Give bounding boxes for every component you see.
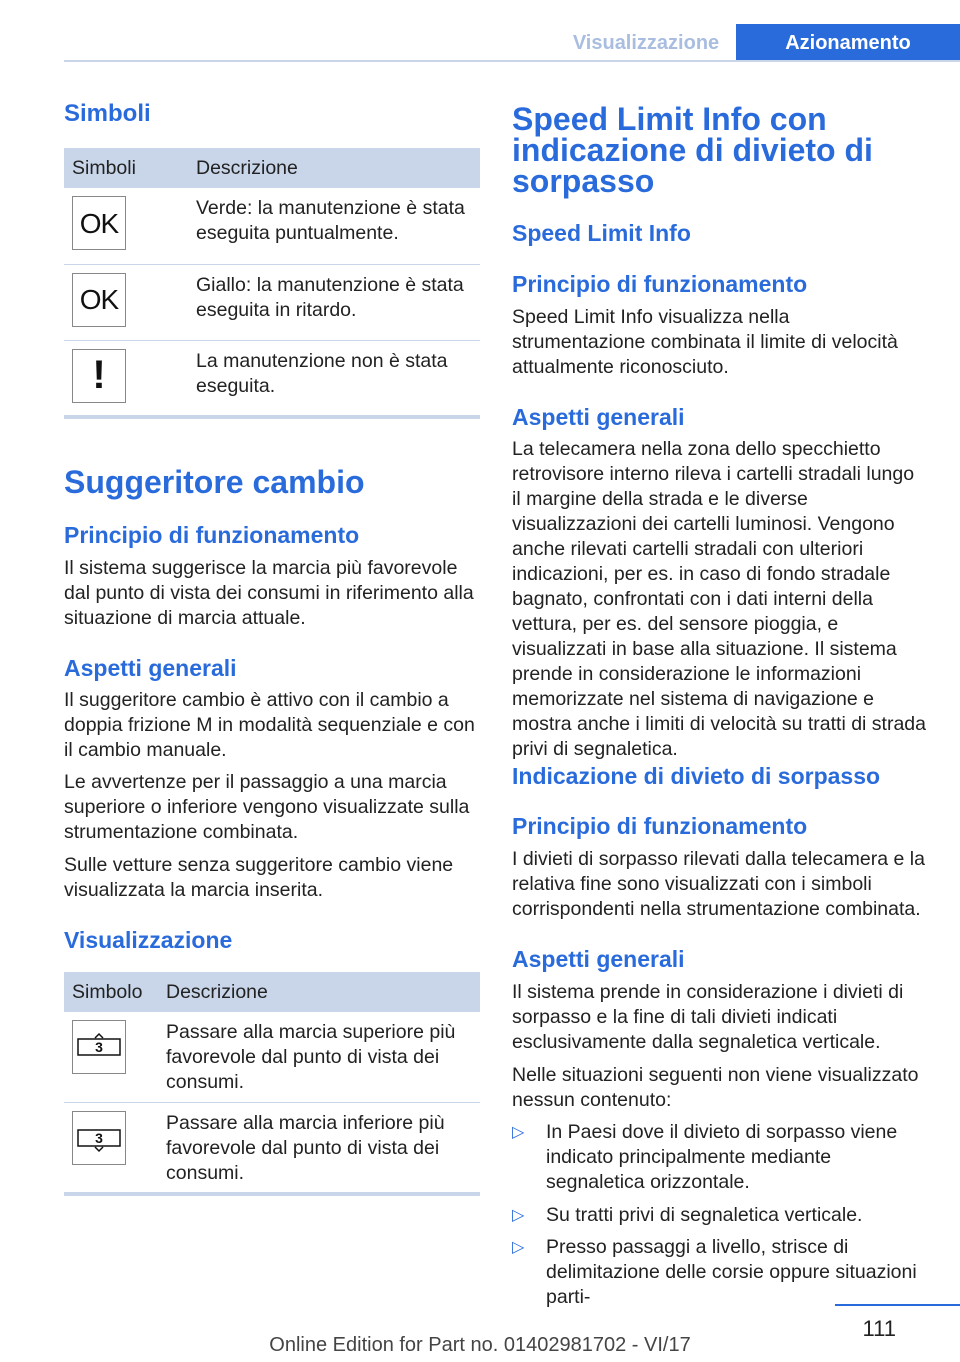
row-description: Passare alla marcia inferiore più favorevole dal punto di vista dei consumi.: [166, 1111, 445, 1184]
section-title-suggeritore: Suggeritore cambio: [64, 464, 365, 500]
triangle-bullet-icon: ▷: [512, 1124, 525, 1141]
paragraph-aspetti-2: Le avvertenze per il passaggio a una marcia superiore o inferiore vengono visualizzate sulla strumentazione combinata.: [64, 771, 470, 843]
table-row: [64, 188, 480, 264]
ok-yellow-icon: OK: [72, 273, 126, 327]
symbols-table: [64, 148, 480, 416]
list-item: [512, 1235, 928, 1310]
row-description: Passare alla marcia superiore più favorevole dal punto di vista dei consumi.: [158, 1012, 480, 1102]
paragraph-aspetti-2b: Nelle situazioni seguenti non viene visualizzato nessun contenuto:: [512, 1064, 919, 1111]
table-row: [64, 1012, 480, 1102]
paragraph-principio-2: I divieti di sorpasso rilevati dalla telecamera e la relativa fine sono visualizzati con i simboli corrispondenti nella strumentazione combinata.: [512, 848, 925, 920]
paragraph-principio: Il sistema suggerisce la marcia più favorevole dal punto di vista dei consumi in riferimento alla situazione di marcia attuale.: [64, 557, 474, 629]
paragraph-principio: Speed Limit Info visualizza nella strumentazione combinata il limite di velocità attualmente riconosciuto.: [512, 306, 898, 378]
heading-speed-limit-info: Speed Limit Info: [512, 220, 691, 246]
heading-divieto: Indicazione di divieto di sorpasso: [512, 763, 881, 789]
gear-down-icon: [72, 1111, 126, 1165]
table-row: [64, 264, 480, 340]
paragraph-aspetti: La telecamera nella zona dello specchietto retrovisore interno rileva i cartelli stradali lungo il margine della strada e le diverse visualizzazioni dei cartelli luminosi. Vengono anche rilevati cartelli stradali con ulteriori indicazioni, per es. in caso di fondo stradale bagnato, confrontati con i dati interni della vettura, per es. del sensore pioggia, e visualizzati in base alla situazione. Il sistema prende in considerazione le informazioni memorizzate nel sistema di navigazione e mostra anche i limiti di velocità su tratti di strada privi di segnaletica.: [512, 438, 926, 760]
table-end-rule: [64, 1192, 480, 1196]
tab-azionamento[interactable]: Azionamento: [736, 24, 960, 62]
table-header: [64, 972, 480, 1012]
table-end-rule: [64, 415, 480, 419]
triangle-bullet-icon: ▷: [512, 1239, 525, 1256]
section-title-speed-limit: Speed Limit Info con indicazione di divieto di sorpasso: [512, 101, 873, 199]
list-item: [512, 1120, 928, 1195]
paragraph-aspetti-1: Il suggeritore cambio è attivo con il cambio a doppia frizione M in modalità sequenziale e con il cambio manuale.: [64, 689, 475, 761]
paragraph-aspetti-3: Sulle vetture senza suggeritore cambio viene visualizzata la marcia inserita.: [64, 854, 454, 901]
table-row: [64, 1102, 480, 1192]
heading-principio-2: Principio di funzionamento: [512, 813, 808, 839]
col-header-descrizione: Descrizione: [188, 148, 480, 188]
list-item: [512, 1203, 928, 1228]
row-description: Giallo: la manutenzione è stata eseguita in ritardo.: [188, 264, 480, 340]
paragraph-aspetti-2a: Il sistema prende in considerazione i divieti di sorpasso e la fine di tali divieti indicati esclusivamente dalla segnaletica verticale.: [512, 981, 904, 1053]
list-item-text: Su tratti privi di segnaletica verticale.: [546, 1204, 863, 1226]
list-item-text: In Paesi dove il divieto di sorpasso viene indicato principalmente mediante segnaletica orizzontale.: [546, 1121, 898, 1193]
gear-up-svg: [76, 1032, 122, 1062]
tab-visualizzazione[interactable]: Visualizzazione: [572, 32, 720, 54]
row-description: Verde: la manutenzione è stata eseguita puntualmente.: [188, 188, 480, 264]
heading-aspetti: Aspetti generali: [512, 404, 685, 430]
row-description: La manutenzione non è stata eseguita.: [196, 349, 448, 397]
heading-visualizzazione: Visualizzazione: [64, 927, 233, 953]
svg-text:3: 3: [95, 1039, 103, 1055]
col-header-descrizione: Descrizione: [158, 972, 480, 1012]
table-row: [64, 340, 480, 416]
heading-principio: Principio di funzionamento: [512, 271, 808, 297]
ok-green-icon: OK: [72, 196, 126, 250]
svg-text:3: 3: [95, 1129, 103, 1146]
footer-rule: [835, 1304, 960, 1306]
table-header: [64, 148, 480, 188]
heading-aspetti: Aspetti generali: [64, 655, 237, 681]
col-header-simboli: Simboli: [64, 148, 188, 188]
header-rule: [64, 60, 960, 62]
triangle-bullet-icon: ▷: [512, 1207, 525, 1224]
col-header-simbolo: Simbolo: [64, 972, 158, 1012]
list-item-text: Presso passaggi a livello, strisce di delimitazione delle corsie oppure situazioni parti-: [546, 1236, 917, 1308]
heading-aspetti-2: Aspetti generali: [512, 946, 685, 972]
page-number: 111: [862, 1316, 896, 1341]
gear-down-svg: [76, 1123, 122, 1153]
edition-footer: Online Edition for Part no. 01402981702 - VI/17: [269, 1334, 691, 1356]
heading-principio: Principio di funzionamento: [64, 522, 360, 548]
gear-table: [64, 972, 480, 1192]
simboli-heading: Simboli: [64, 100, 151, 127]
gear-up-icon: [72, 1020, 126, 1074]
exclamation-icon: !: [72, 349, 126, 403]
